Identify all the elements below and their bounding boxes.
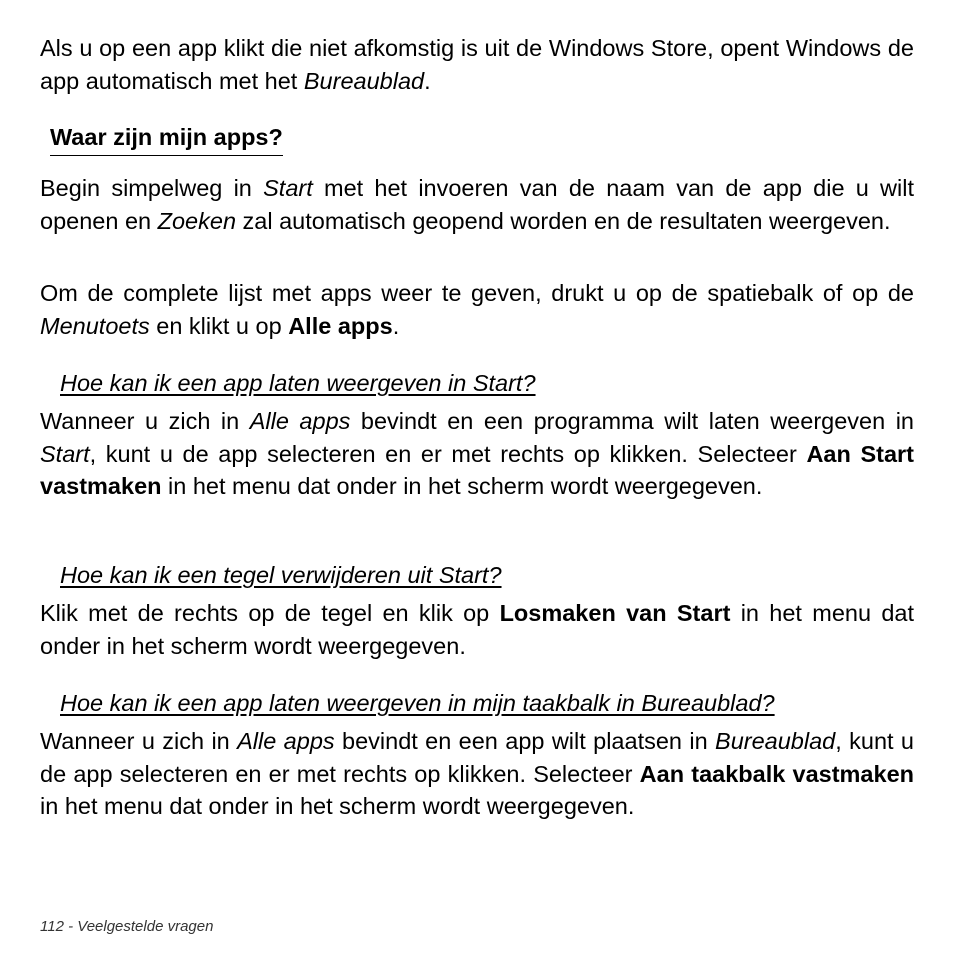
para2-text-a: Om de complete lijst met apps weer te geven, drukt u op de spatiebalk of op de [40,280,914,306]
para2-text-b: en klikt u op [149,312,289,339]
q3-text-d: in het menu dat onder in het scherm wordt weergegeven. [40,793,635,819]
q3-text-a: Wanneer u zich in [40,728,238,754]
question-3-answer [40,725,914,823]
q3-italic-a: Alle apps [237,728,335,754]
para2-bold: Alle apps [288,312,393,339]
q3-text-b: bevindt en een app wilt plaatsen in [334,728,716,754]
intro-text: Als u op een app klikt die niet afkomstig is uit de Windows Store, opent Windows de app automatisch met het [40,35,914,94]
q1-text-c: , kunt u de app selecteren en er met rechts op klikken. Selecteer [89,440,807,467]
q3-text-c: , kunt u de app selecteren en er met rechts op klikken. Selecteer [40,728,914,787]
para1-italic-a: Start [263,175,313,201]
q1-bold: Aan Start vastmaken [40,440,914,499]
q2-text-b: in het menu dat onder in het scherm wordt weergegeven. [40,600,915,659]
q1-text-a: Wanneer u zich in [40,408,250,434]
question-1-answer [40,405,914,503]
question-1-heading: Hoe kan ik een app laten weergeven in Start? [60,370,536,396]
section-heading: Waar zijn mijn apps? [50,120,283,156]
para2-italic-a: Menutoets [40,312,150,339]
q1-text-d: in het menu dat onder in het scherm wordt weergegeven. [161,473,763,499]
question-3-heading: Hoe kan ik een app laten weergeven in mijn taakbalk in Bureaublad? [60,690,775,716]
question-2-heading: Hoe kan ik een tegel verwijderen uit Start? [60,562,502,588]
paragraph-2 [40,277,914,342]
q3-italic-b: Bureaublad [715,728,836,754]
q1-italic-a: Alle apps [249,408,351,434]
q1-text-b: bevindt en een programma wilt laten weergeven in [350,408,914,434]
q2-text-a: Klik met de rechts op de tegel en klik op [40,600,500,626]
para1-italic-b: Zoeken [157,207,237,234]
intro-text-end: . [424,67,431,94]
paragraph-1 [40,172,914,237]
para1-text-b: met het invoeren van de naam van de app die u wilt openen en [40,175,914,234]
para1-text-a: Begin simpelweg in [40,175,264,201]
page-footer: 112 - Veelgestelde vragen [40,918,214,935]
intro-paragraph [40,32,914,97]
question-2-answer [40,597,914,662]
para2-text-c: . [392,312,400,339]
intro-italic: Bureaublad [303,67,425,94]
q1-italic-b: Start [40,440,90,467]
q3-bold: Aan taakbalk vastmaken [639,760,914,787]
q2-bold: Losmaken van Start [499,600,731,626]
para1-text-c: zal automatisch geopend worden en de resultaten weergeven. [236,207,891,234]
